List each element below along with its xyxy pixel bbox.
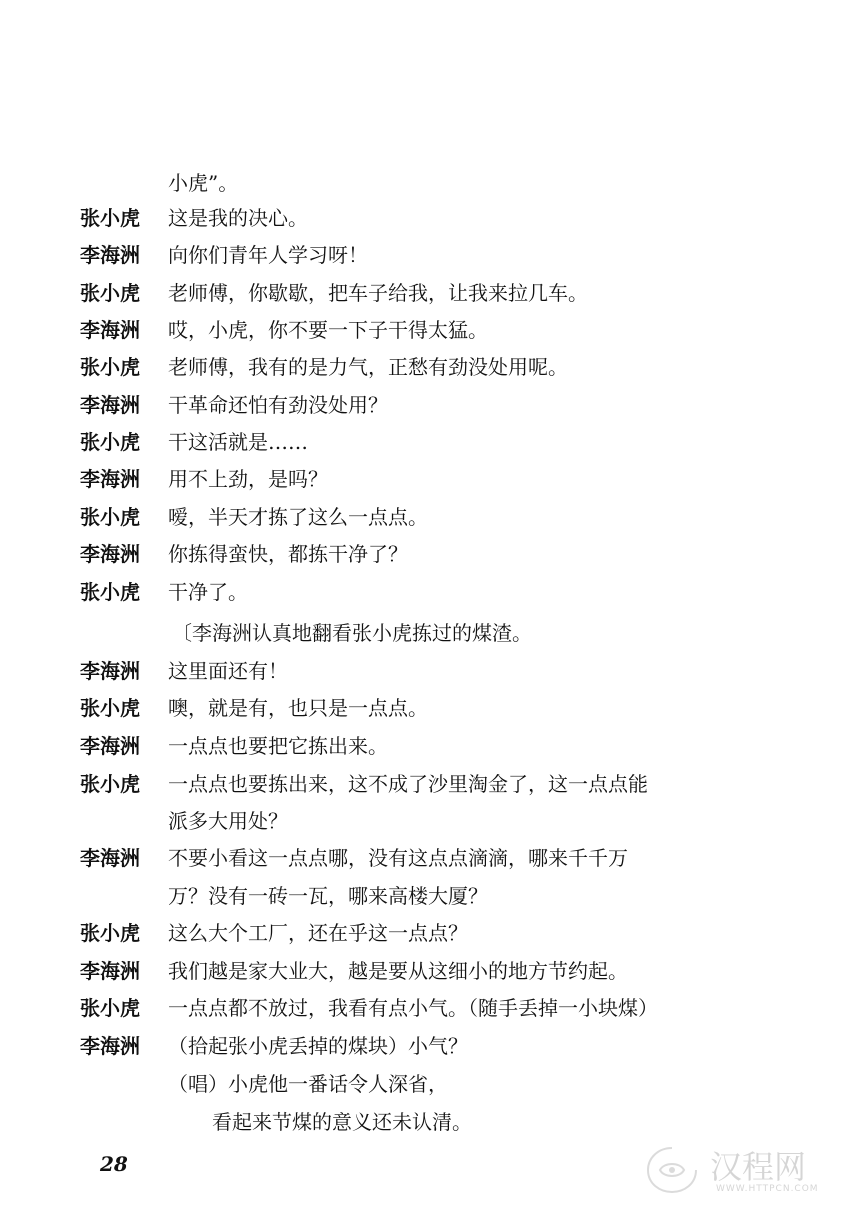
speaker-name: 张小虎: [80, 996, 140, 1020]
dialogue-text: 派多大用处？: [168, 809, 288, 833]
dialogue-text: 老师傅，我有的是力气，正愁有劲没处用呢。: [168, 355, 568, 379]
song-text: （唱）小虎他一番话令人深省，: [168, 1072, 448, 1096]
speaker-name: 张小虎: [80, 772, 140, 796]
dialogue-text: 不要小看这一点点哪，没有这点点滴滴，哪来千千万: [168, 846, 628, 870]
speaker-name: 李海洲: [80, 846, 140, 870]
dialogue-text: 干净了。: [168, 580, 248, 604]
dialogue-text: 这里面还有！: [168, 659, 288, 683]
dialogue-text: 这么大个工厂，还在乎这一点点？: [168, 921, 468, 945]
speaker-name: 李海洲: [80, 542, 140, 566]
dialogue-text: 噢，就是有，也只是一点点。: [168, 696, 428, 720]
dialogue-text: 哎，小虎，你不要一下子干得太猛。: [168, 318, 488, 342]
dialogue-text: 干革命还怕有劲没处用？: [168, 393, 388, 417]
watermark-url: WWW.HTTPCN.COM: [716, 1184, 819, 1194]
dialogue-text: 你拣得蛮快，都拣干净了？: [168, 542, 408, 566]
dialogue-text: 这是我的决心。: [168, 206, 308, 230]
dialogue-text: 干这活就是……: [168, 430, 308, 454]
speaker-name: 张小虎: [80, 355, 140, 379]
speaker-name: 张小虎: [80, 281, 140, 305]
dialogue-text: 老师傅，你歇歇，把车子给我，让我来拉几车。: [168, 281, 588, 305]
dialogue-text: 用不上劲，是吗？: [168, 467, 328, 491]
page-number: 28: [100, 1152, 128, 1176]
dialogue-text: 向你们青年人学习呀！: [168, 243, 368, 267]
speaker-name: 李海洲: [80, 243, 140, 267]
speaker-name: 张小虎: [80, 206, 140, 230]
dialogue-text: 我们越是家大业大，越是要从这细小的地方节约起。: [168, 959, 628, 983]
speaker-name: 李海洲: [80, 393, 140, 417]
dialogue-text: 一点点也要拣出来，这不成了沙里淘金了，这一点点能: [168, 772, 648, 796]
speaker-name: 李海洲: [80, 318, 140, 342]
dialogue-text: 一点点都不放过，我看有点小气。（随手丢掉一小块煤）: [168, 996, 658, 1020]
speaker-name: 张小虎: [80, 921, 140, 945]
dialogue-text: 小虎”。: [168, 171, 239, 195]
dialogue-text: 万？没有一砖一瓦，哪来高楼大厦？: [168, 884, 488, 908]
dialogue-text: （拾起张小虎丢掉的煤块）小气？: [168, 1034, 468, 1058]
speaker-name: 张小虎: [80, 696, 140, 720]
watermark-name: 汉程网: [710, 1148, 807, 1186]
speaker-name: 李海洲: [80, 467, 140, 491]
watermark-logo-icon: [640, 1140, 704, 1200]
speaker-name: 张小虎: [80, 505, 140, 529]
watermark: [640, 1140, 840, 1210]
speaker-name: 李海洲: [80, 1034, 140, 1058]
dialogue-text: 一点点也要把它拣出来。: [168, 734, 388, 758]
speaker-name: 张小虎: [80, 430, 140, 454]
stage-direction-text: 〔李海洲认真地翻看张小虎拣过的煤渣。: [172, 621, 532, 645]
speaker-name: 张小虎: [80, 580, 140, 604]
dialogue-text: 嗳，半天才拣了这么一点点。: [168, 505, 428, 529]
song-text: 看起来节煤的意义还未认清。: [212, 1110, 472, 1134]
speaker-name: 李海洲: [80, 734, 140, 758]
speaker-name: 李海洲: [80, 959, 140, 983]
speaker-name: 李海洲: [80, 659, 140, 683]
